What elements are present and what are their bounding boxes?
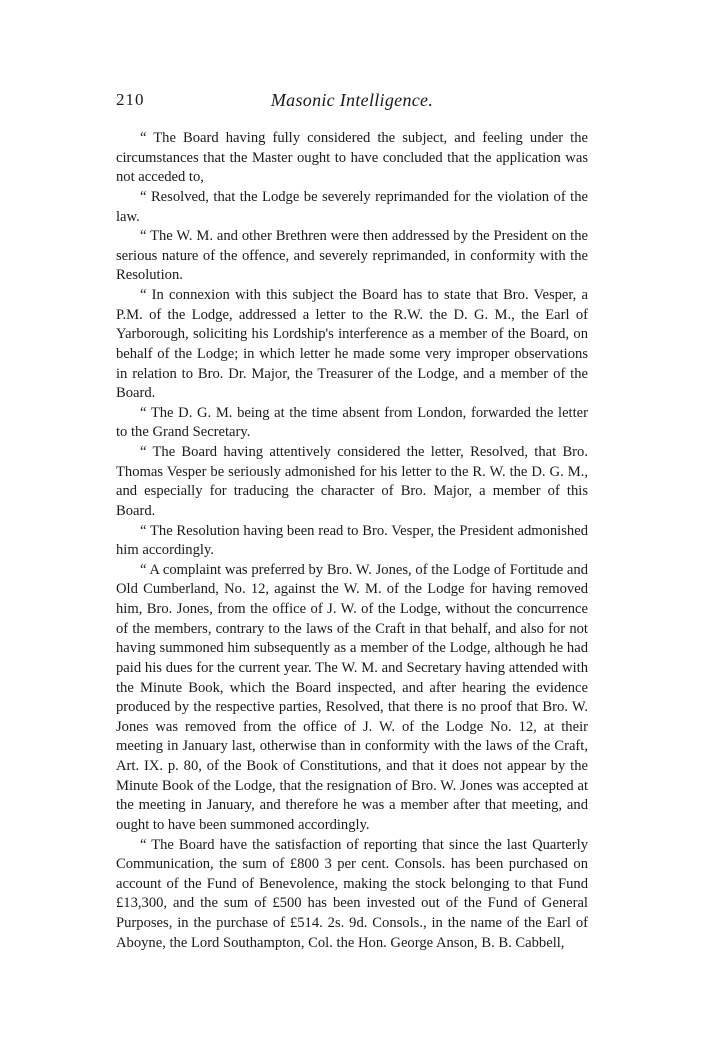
paragraph-resolved-reprimand: “ Resolved, that the Lodge be severely reprimanded for the violation of the law. xyxy=(116,188,588,225)
paragraph-dgm-absent: “ The D. G. M. being at the time absent from London, forwarded the letter to the Grand Secretary. xyxy=(116,404,588,441)
page-number: 210 xyxy=(116,90,145,109)
paragraph-jones-complaint: “ A complaint was preferred by Bro. W. Jones, of the Lodge of Fortitude and Old Cumberland, No. 12, against the W. M. of the Lodge for having removed him, Bro. Jones, from the office of J. W. of the Lodge, without the concurrence of the members, contrary to the laws of the Craft in that behalf, and also for not having summoned him subsequently as a member of the Lodge, although he had paid his dues for the current year. The W. M. and Secretary having attended with the Minute Book, which the Board inspected, and after hearing the evidence produced by the respective parties, Resolved, that there is no proof that Bro. W. Jones was removed from the office of J. W. of the Lodge No. 12, at their meeting in January last, otherwise than in conformity with the laws of the Craft, Art. IX. p. 80, of the Book of Constitutions, and that it does not appear by the Minute Book of the Lodge, that the resignation of Bro. W. Jones was accepted at the meeting in January, and therefore he was a member after that meeting, and ought to have been summoned accordingly. xyxy=(116,561,588,833)
running-title: Masonic Intelligence. xyxy=(270,90,434,110)
paragraph-consols-purchase: “ The Board have the satisfaction of reporting that since the last Quarterly Communication, the sum of £800 3 per cent. Consols. has been purchased on account of the Fund of Benevolence, making the stock belonging to that Fund £13,300, and the sum of £500 has been invested out of the Fund of General Purposes, in the purchase of £514. 2s. 9d. Consols., in the name of the Earl of Aboyne, the Lord Southampton, Col. the Hon. George Anson, B. B. Cabbell, xyxy=(116,836,588,951)
paragraph-board-considered: “ The Board having fully considered the subject, and feeling under the circumstances that the Master ought to have concluded that the application was not acceded to, xyxy=(116,130,588,186)
body-text xyxy=(116,129,588,953)
paragraph-vesper-letter: “ In connexion with this subject the Board has to state that Bro. Vesper, a P.M. of the Lodge, addressed a letter to the R.W. the D. G. M., the Earl of Yarborough, soliciting his Lordship's interference as a member of the Board, on behalf of the Lodge; in which letter he made some very improper observations in relation to Bro. Dr. Major, the Treasurer of the Lodge, and a member of the Board. xyxy=(116,287,588,402)
page-header xyxy=(116,90,588,114)
paragraph-resolution-read: “ The Resolution having been read to Bro. Vesper, the President admonished him accordingly. xyxy=(116,522,588,559)
paragraph-vesper-admonished: “ The Board having attentively considered the letter, Resolved, that Bro. Thomas Vesper be seriously admonished for his letter to the R. W. the D. G. M., and especially for traducing the character of Bro. Major, a member of this Board. xyxy=(116,444,588,519)
paragraph-wm-addressed: “ The W. M. and other Brethren were then addressed by the President on the serious nature of the offence, and severely reprimanded, in conformity with the Resolution. xyxy=(116,228,588,284)
